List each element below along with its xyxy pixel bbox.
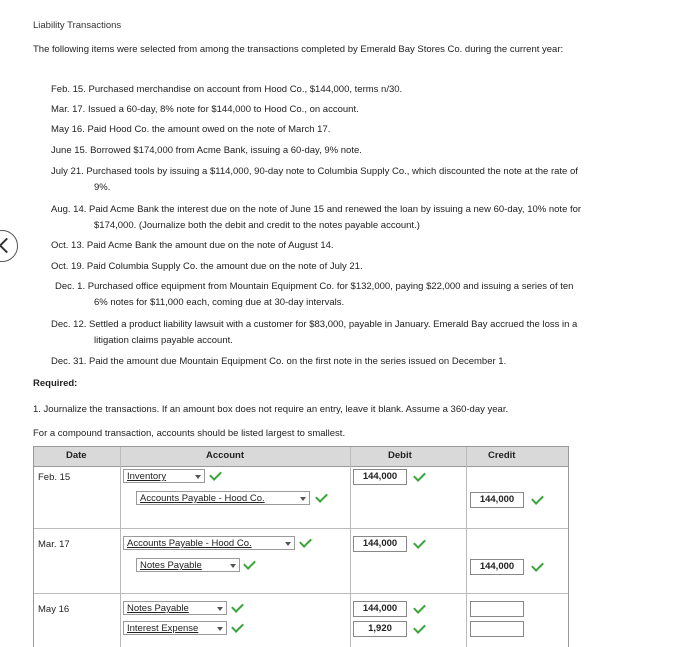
entry-date: Feb. 15	[38, 472, 71, 483]
chevron-down-icon	[195, 475, 201, 479]
check-icon	[231, 600, 244, 613]
debit-amount-input[interactable]: 144,000	[353, 601, 407, 617]
credit-amount-input[interactable]	[470, 621, 524, 637]
check-icon	[531, 492, 544, 505]
transaction-item: Mar. 17. Issued a 60-day, 8% note for $144,000 to Hood Co., on account.	[51, 104, 359, 115]
transaction-item: Oct. 13. Paid Acme Bank the amount due on the note of August 14.	[51, 240, 334, 251]
check-icon	[413, 469, 426, 482]
debit-account-select[interactable]: Inventory	[123, 469, 205, 483]
transaction-item: Aug. 14. Paid Acme Bank the interest due on the note of June 15 and renewed the loan by issuing a new 60-day, 10% note for	[51, 204, 582, 215]
header-debit: Debit	[388, 450, 412, 461]
debit-account-select[interactable]: Interest Expense	[123, 621, 227, 635]
chevron-down-icon	[217, 607, 223, 611]
transaction-item-continued: 6% notes for $11,000 each, coming due at 30-day intervals.	[94, 297, 345, 308]
credit-account-select[interactable]: Notes Payable	[136, 558, 240, 572]
transaction-item: June 15. Borrowed $174,000 from Acme Bank, issuing a 60-day, 9% note.	[51, 145, 362, 156]
check-icon	[315, 490, 328, 503]
transaction-item-continued: litigation claims payable account.	[94, 335, 233, 346]
transaction-item-continued: 9%.	[94, 182, 111, 193]
transaction-item: Dec. 31. Paid the amount due Mountain Equipment Co. on the first note in the series issued on December 1.	[51, 356, 507, 367]
intro-text: The following items were selected from among the transactions completed by Emerald Bay Stores Co. during the current year:	[33, 44, 564, 55]
check-icon	[299, 535, 312, 548]
transaction-item-continued: $174,000. (Journalize both the debit and credit to the notes payable account.)	[94, 220, 420, 231]
entry-date: Mar. 17	[38, 539, 70, 550]
header-credit: Credit	[488, 450, 516, 461]
check-icon	[413, 536, 426, 549]
chevron-down-icon	[285, 542, 291, 546]
check-icon	[209, 468, 222, 481]
entry-date: May 16	[38, 604, 70, 615]
chevron-left-icon	[0, 238, 14, 254]
compound-note: For a compound transaction, accounts should be listed largest to smallest.	[33, 428, 346, 439]
chevron-down-icon	[300, 497, 306, 501]
header-account: Account	[206, 450, 244, 461]
chevron-down-icon	[230, 564, 236, 568]
transaction-item: May 16. Paid Hood Co. the amount owed on the note of March 17.	[51, 124, 331, 135]
credit-amount-input[interactable]: 144,000	[470, 492, 524, 508]
credit-amount-input[interactable]	[470, 601, 524, 617]
header-date: Date	[66, 450, 87, 461]
transaction-item: Feb. 15. Purchased merchandise on account from Hood Co., $144,000, terms n/30.	[51, 84, 403, 95]
debit-amount-input[interactable]: 144,000	[353, 536, 407, 552]
check-icon	[243, 557, 256, 570]
check-icon	[413, 601, 426, 614]
check-icon	[413, 621, 426, 634]
page-title: Liability Transactions	[33, 20, 122, 31]
journal-table	[33, 446, 569, 647]
chevron-down-icon	[217, 627, 223, 631]
transaction-item: July 21. Purchased tools by issuing a $114,000, 90-day note to Columbia Supply Co., which discounted the note at the rate of	[51, 166, 578, 177]
required-label: Required:	[33, 378, 78, 389]
journal-header	[34, 447, 568, 467]
check-icon	[231, 620, 244, 633]
debit-account-select[interactable]: Accounts Payable - Hood Co.	[123, 536, 295, 550]
debit-account-select[interactable]: Notes Payable	[123, 601, 227, 615]
credit-amount-input[interactable]: 144,000	[470, 559, 524, 575]
transaction-item: Dec. 1. Purchased office equipment from Mountain Equipment Co. for $132,000, paying $22,000 and issuing a series of ten	[55, 281, 574, 292]
transaction-item: Oct. 19. Paid Columbia Supply Co. the amount due on the note of July 21.	[51, 261, 363, 272]
debit-amount-input[interactable]: 1,920	[353, 621, 407, 637]
transaction-item: Dec. 12. Settled a product liability lawsuit with a customer for $83,000, payable in January. Emerald Bay accrued the loss in a	[51, 319, 578, 330]
credit-account-select[interactable]: Accounts Payable - Hood Co.	[136, 491, 310, 505]
back-button[interactable]	[0, 230, 18, 262]
requirement-1: 1. Journalize the transactions. If an amount box does not require an entry, leave it blank. Assume a 360-day year.	[33, 404, 509, 415]
check-icon	[531, 559, 544, 572]
debit-amount-input[interactable]: 144,000	[353, 469, 407, 485]
